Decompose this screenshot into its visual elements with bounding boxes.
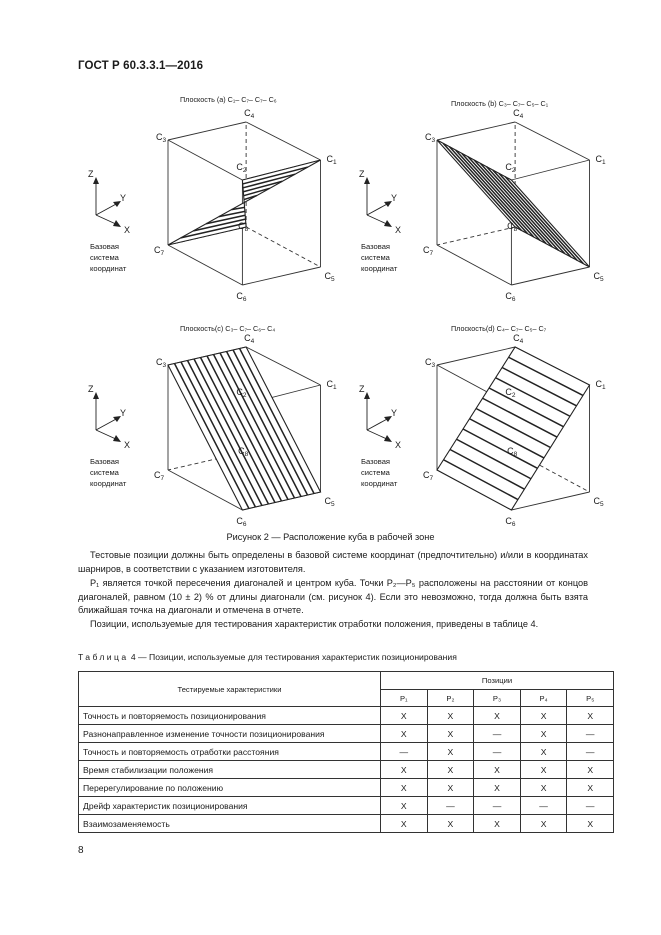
- panel-title: Плоскость(c) C₃– C₇– C₆– C₄: [180, 324, 276, 333]
- vertex-label-c2: $C_2$: [236, 387, 247, 399]
- z-axis-arrow: [364, 392, 370, 399]
- row-position-cell: X: [520, 815, 567, 833]
- base-system-label: система: [361, 468, 390, 477]
- row-position-cell: X: [427, 761, 474, 779]
- row-characteristic: Точность и повторяемость позиционирования: [79, 707, 381, 725]
- cube-hidden-edge: [246, 227, 320, 267]
- table-row: [79, 761, 614, 779]
- vertex-label-c3: $C_3$: [156, 132, 167, 144]
- row-position-cell: X: [427, 815, 474, 833]
- row-position-cell: X: [427, 743, 474, 761]
- base-system-label: система: [361, 253, 390, 262]
- base-system-label: система: [90, 253, 119, 262]
- z-axis-arrow: [93, 177, 99, 184]
- vertex-label-c2: $C_2$: [505, 162, 516, 174]
- cube-edge: [246, 122, 320, 160]
- vertex-label-c4: $C_4$: [513, 333, 524, 345]
- y-axis-line: [367, 203, 389, 215]
- base-system-label: координат: [90, 264, 127, 273]
- vertex-label-c6: $C_6$: [236, 291, 247, 303]
- vertex-label-c7: $C_7$: [154, 245, 165, 257]
- cube-edge: [511, 267, 589, 285]
- row-position-cell: —: [474, 743, 521, 761]
- row-position-cell: X: [381, 797, 428, 815]
- cube-edge: [511, 492, 589, 510]
- x-axis-label: X: [395, 440, 402, 450]
- row-position-cell: —: [427, 797, 474, 815]
- table-caption-text: 4 — Позиции, используемые для тестирования характеристик позиционирования: [128, 652, 457, 662]
- header-positions: Позиции: [381, 672, 614, 690]
- row-position-cell: X: [427, 779, 474, 797]
- y-axis-label: Y: [391, 408, 398, 418]
- row-position-cell: —: [567, 743, 614, 761]
- row-position-cell: X: [474, 815, 521, 833]
- vertex-label-c8: $C_8$: [238, 446, 249, 458]
- vertex-label-c1: $C_1$: [326, 379, 337, 391]
- z-axis-label: Z: [88, 384, 94, 394]
- vertex-label-c6: $C_6$: [236, 516, 247, 528]
- row-position-cell: X: [474, 779, 521, 797]
- base-system-label: Базовая: [361, 457, 391, 466]
- x-axis-label: X: [124, 440, 131, 450]
- cube-edge: [168, 245, 242, 285]
- table-row: [79, 725, 614, 743]
- panel-title: Плоскость (a) C₁– C₇– C₇– C₆: [180, 95, 277, 104]
- vertex-label-c6: $C_6$: [505, 291, 516, 303]
- row-position-cell: X: [567, 779, 614, 797]
- table-row: [79, 743, 614, 761]
- vertex-label-c3: $C_3$: [156, 357, 167, 369]
- row-characteristic: Взаимозаменяемость: [79, 815, 381, 833]
- vertex-label-c7: $C_7$: [154, 470, 165, 482]
- y-axis-label: Y: [391, 193, 398, 203]
- row-characteristic: Время стабилизации положения: [79, 761, 381, 779]
- row-characteristic: Разнонаправленное изменение точности позиционирования: [79, 725, 381, 743]
- cube-edge: [168, 122, 246, 140]
- cube-edge: [511, 160, 589, 180]
- header-position-1: P₁: [381, 690, 428, 707]
- row-position-cell: X: [381, 725, 428, 743]
- z-axis-label: Z: [359, 169, 365, 179]
- y-axis-line: [96, 203, 118, 215]
- paragraph-2: P₁ является точкой пересечения диагоналей и центром куба. Точки P₂—P₅ расположены на расстоянии от концов диагоналей, равном (10 ± 2) % от длины диагонали (см. рисунок 4). Если это невозможно, тогда должна быть взята ближайшая точка на диагонали и отмечена в отчете.: [78, 578, 588, 616]
- row-characteristic: Перерегулирование по положению: [79, 779, 381, 797]
- paragraph-3: Позиции, используемые для тестирования характеристик отработки положения, приведены в таблице 4.: [90, 619, 539, 629]
- table-row: [79, 707, 614, 725]
- row-position-cell: —: [520, 797, 567, 815]
- base-system-label: система: [90, 468, 119, 477]
- vertex-label-c8: $C_8$: [507, 221, 518, 233]
- vertex-label-c5: $C_5$: [324, 496, 335, 508]
- panel-title: Плоскость (b) C₃– C₇– C₅– C₁: [451, 99, 549, 108]
- document-header: ГОСТ Р 60.3.3.1—2016: [78, 60, 204, 72]
- vertex-label-c3: $C_3$: [425, 132, 436, 144]
- vertex-label-c7: $C_7$: [423, 470, 434, 482]
- header-position-5: P₅: [567, 690, 614, 707]
- vertex-label-c5: $C_5$: [324, 271, 335, 283]
- header-position-3: P₃: [474, 690, 521, 707]
- base-system-label: координат: [361, 479, 398, 488]
- vertex-label-c1: $C_1$: [326, 154, 337, 166]
- vertex-label-c6: $C_6$: [505, 516, 516, 528]
- row-position-cell: X: [381, 761, 428, 779]
- y-axis-label: Y: [120, 193, 127, 203]
- row-position-cell: X: [427, 707, 474, 725]
- panel-title: Плоскость(d) C₄– C₇– C₅– C₇: [451, 324, 547, 333]
- base-system-label: Базовая: [361, 242, 391, 251]
- z-axis-arrow: [364, 177, 370, 184]
- vertex-label-c4: $C_4$: [244, 333, 255, 345]
- vertex-label-c1: $C_1$: [595, 379, 606, 391]
- vertex-label-c2: $C_2$: [505, 387, 516, 399]
- base-system-label: координат: [361, 264, 398, 273]
- z-axis-label: Z: [88, 169, 94, 179]
- vertex-label-c5: $C_5$: [593, 496, 604, 508]
- vertex-label-c7: $C_7$: [423, 245, 434, 257]
- cube-edge: [168, 140, 242, 180]
- page-number: 8: [78, 845, 84, 856]
- row-position-cell: X: [520, 725, 567, 743]
- header-position-4: P₄: [520, 690, 567, 707]
- cube-hidden-edge: [437, 227, 515, 245]
- y-axis-label: Y: [120, 408, 127, 418]
- x-axis-label: X: [124, 225, 131, 235]
- vertex-label-c5: $C_5$: [593, 271, 604, 283]
- table-caption-prefix: Таблица: [78, 652, 129, 662]
- row-position-cell: —: [474, 797, 521, 815]
- cube-edge: [242, 267, 320, 285]
- row-characteristic: Точность и повторяемость отработки расстояния: [79, 743, 381, 761]
- table-row: [79, 779, 614, 797]
- row-position-cell: X: [520, 707, 567, 725]
- row-position-cell: X: [520, 779, 567, 797]
- y-axis-line: [96, 418, 118, 430]
- z-axis-arrow: [93, 392, 99, 399]
- row-position-cell: X: [427, 725, 474, 743]
- hatched-plane-hatch: [462, 153, 540, 240]
- table-row: [79, 797, 614, 815]
- row-position-cell: X: [520, 743, 567, 761]
- row-position-cell: X: [474, 761, 521, 779]
- row-characteristic: Дрейф характеристик позиционирования: [79, 797, 381, 815]
- row-position-cell: X: [381, 707, 428, 725]
- row-position-cell: X: [381, 815, 428, 833]
- vertex-label-c1: $C_1$: [595, 154, 606, 166]
- base-system-label: координат: [90, 479, 127, 488]
- figure-caption: Рисунок 2 — Расположение куба в рабочей зоне: [226, 532, 435, 542]
- y-axis-line: [367, 418, 389, 430]
- header-characteristics: Тестируемые характеристики: [79, 672, 381, 707]
- row-position-cell: X: [381, 779, 428, 797]
- x-axis-label: X: [395, 225, 402, 235]
- vertex-label-c3: $C_3$: [425, 357, 436, 369]
- z-axis-label: Z: [359, 384, 365, 394]
- vertex-label-c4: $C_4$: [244, 108, 255, 120]
- vertex-label-c2: $C_2$: [236, 162, 247, 174]
- row-position-cell: X: [567, 707, 614, 725]
- base-system-label: Базовая: [90, 457, 120, 466]
- row-position-cell: —: [381, 743, 428, 761]
- row-position-cell: —: [567, 725, 614, 743]
- base-system-label: Базовая: [90, 242, 120, 251]
- paragraph-1: Тестовые позиции должны быть определены в базовой системе координат (предпочтительно) и/или в координатах шарниров, в соответствии с указанием изготовителя.: [78, 550, 588, 574]
- row-position-cell: X: [567, 761, 614, 779]
- row-position-cell: X: [520, 761, 567, 779]
- cube-edge: [437, 122, 515, 140]
- header-position-2: P₂: [427, 690, 474, 707]
- row-position-cell: X: [567, 815, 614, 833]
- hatched-plane-hatch: [480, 163, 558, 250]
- vertex-label-c8: $C_8$: [507, 446, 518, 458]
- vertex-label-c8: $C_8$: [238, 221, 249, 233]
- hatched-plane-hatch: [487, 167, 565, 254]
- table-caption: [78, 652, 457, 662]
- vertex-label-c4: $C_4$: [513, 108, 524, 120]
- row-position-cell: —: [567, 797, 614, 815]
- row-position-cell: —: [474, 725, 521, 743]
- table-row: [79, 815, 614, 833]
- row-position-cell: X: [474, 707, 521, 725]
- cube-edge: [515, 122, 589, 160]
- cube-edge: [437, 245, 511, 285]
- cube-edge: [437, 347, 515, 365]
- positions-table: [78, 671, 614, 833]
